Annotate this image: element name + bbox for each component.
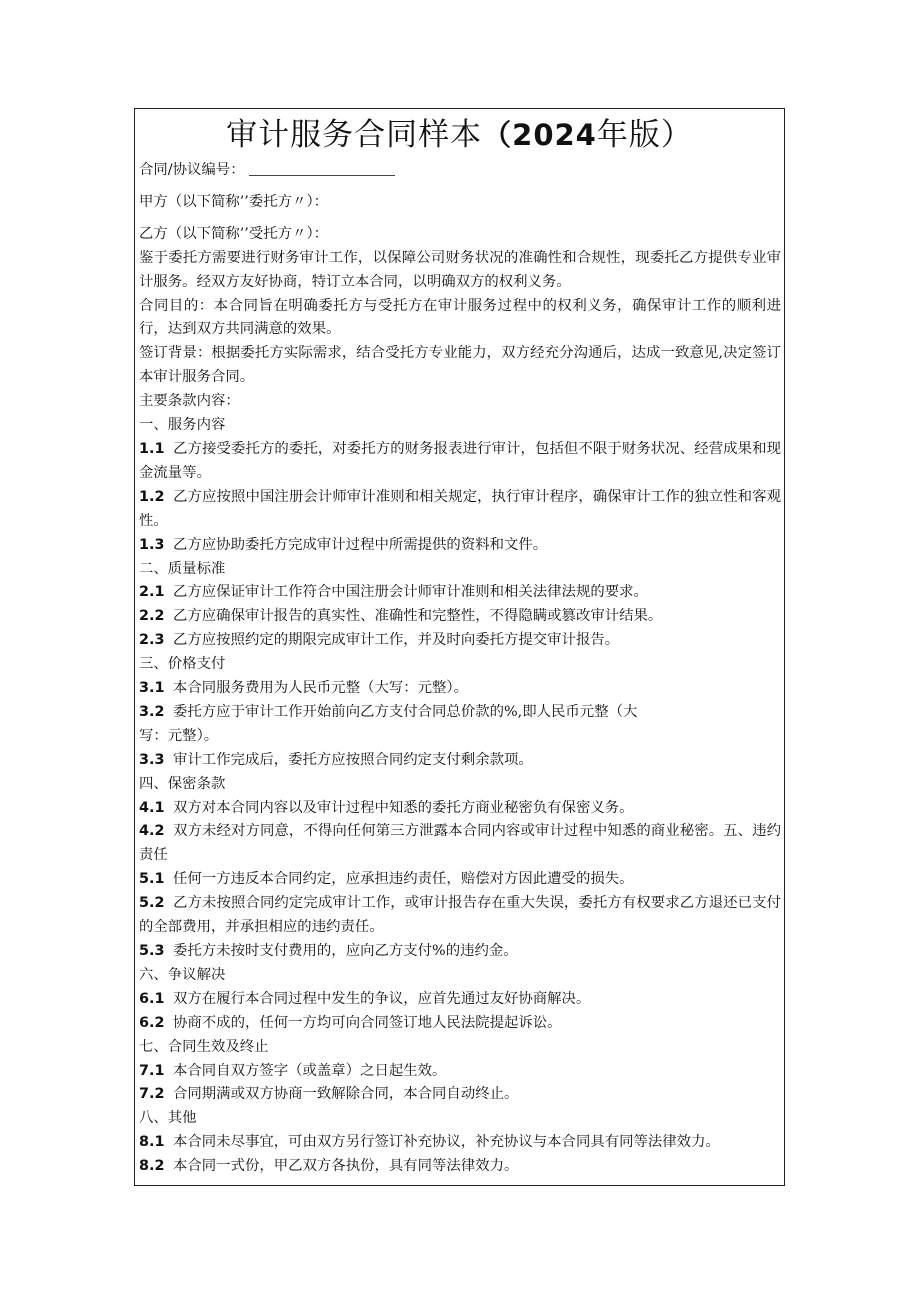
clause-text: 合同期满或双方协商一致解除合同，本合同自动终止。 [173,1086,519,1103]
clause-number: 7.1 [139,1062,165,1079]
clause [139,1131,781,1155]
clause [139,797,781,821]
section-heading: 一、服务内容 [139,417,226,434]
clause-text: 双方在履行本合同过程中发生的争议，应首先通过友好协商解决。 [173,990,591,1007]
clause-number: 5.1 [139,871,165,888]
clause-text: 乙方应协助委托方完成审计过程中所需提供的资料和文件。 [173,536,548,553]
clause [139,605,781,629]
document-title [135,113,784,157]
clause-text: 协商不成的，任何一方均可向合同签订地人民法院提起诉讼。 [173,1014,562,1031]
section-heading: 六、争议解决 [139,966,226,983]
clause-text: 乙方接受委托方的委托，对委托方的财务报表进行审计，包括但不限于财务状况、经营成果和现金流量等。 [139,440,781,481]
section-heading: 四、保密条款 [139,775,226,792]
section-heading: 七、合同生效及终止 [139,1038,269,1055]
clause-number: 2.2 [139,608,165,625]
clause [139,988,781,1012]
background-paragraph: 签订背景：根据委托方实际需求，结合受托方专业能力，双方经充分沟通后，达成一致意见,决定签订本审计服务合同。 [139,345,781,386]
clause [139,701,781,725]
title-year: 2024 [512,118,597,152]
clause-text: 乙方未按照合同约定完成审计工作，或审计报告存在重大失误，委托方有权要求乙方退还已支付的全部费用，并承担相应的违约责任。 [139,895,781,936]
clause [139,629,781,653]
clause-number: 4.2 [139,823,165,840]
clause-number: 3.3 [139,751,165,768]
clause-number: 3.1 [139,680,165,697]
clause-number: 1.1 [139,440,165,457]
clause-number: 1.2 [139,488,165,505]
contract-number-line [139,159,781,183]
clause [139,1083,781,1107]
clause-text: 本合同一式份，甲乙双方各执份，具有同等法律效力。 [173,1158,519,1175]
document-frame [134,108,785,1186]
clause [139,868,781,892]
clause-number: 5.3 [139,943,165,959]
clause-text: 任何一方违反本合同约定，应承担违约责任，赔偿对方因此遭受的损失。 [173,871,634,888]
section-heading: 八、其他 [139,1110,197,1127]
title-main: 审计服务合同样本 [226,117,483,153]
clause-text: 审计工作完成后，委托方应按照合同约定支付剩余款项。 [173,751,533,768]
document-body [139,159,781,1179]
clause-text: 委托方应于审计工作开始前向乙方支付合同总价款的%,即人民币元整（大 [173,703,638,720]
clause-text: 本合同服务费用为人民币元整（大写：元整）。 [173,680,469,697]
contract-number-label: 合同/协议编号： [139,162,245,178]
clause-text: 乙方应保证审计工作符合中国注册会计师审计准则和相关法律法规的要求。 [173,584,648,601]
title-tail: 年版） [596,117,693,153]
clause [139,940,781,964]
clause-text: 本合同自双方签字（或盖章）之日起生效。 [173,1062,447,1079]
clause-number: 6.2 [139,1014,165,1031]
contract-number-blank[interactable] [249,161,395,176]
clause [139,820,781,868]
clause-number: 8.1 [139,1134,165,1151]
clause [139,1012,781,1036]
clause [139,534,781,558]
clause [139,892,781,940]
clause-text: 本合同未尽事宜，可由双方另行签订补充协议，补充协议与本合同具有同等法律效力。 [173,1134,720,1151]
clause-number: 2.3 [139,632,165,649]
clause-number: 4.1 [139,799,165,816]
clause-number: 5.2 [139,895,165,912]
clause-continuation: 写：元整）。 [139,727,219,744]
clause [139,581,781,605]
clause-text: 乙方应按照中国注册会计师审计准则和相关规定，执行审计程序，确保审计工作的独立性和客观性。 [139,488,781,529]
clause [139,1155,781,1179]
clause-text: 乙方应确保审计报告的真实性、准确性和完整性，不得隐瞒或篡改审计结果。 [173,608,663,625]
clause-text: 委托方未按时支付费用的，应向乙方支付%的违约金。 [173,943,518,959]
clause [139,677,781,701]
section-heading: 二、质量标准 [139,560,226,577]
main-terms-heading: 主要条款内容： [139,393,240,410]
clause [139,486,781,534]
section-heading: 三、价格支付 [139,656,226,673]
clause-number: 3.2 [139,703,165,720]
party-b-line: 乙方（以下简称’’受托方〃）： [139,225,329,242]
clause-text: 乙方应按照约定的期限完成审计工作，并及时向委托方提交审计报告。 [173,632,620,649]
clause-number: 8.2 [139,1158,165,1175]
title-paren-open: （ [482,118,513,152]
clause [139,749,781,773]
purpose-paragraph: 合同目的：本合同旨在明确委托方与受托方在审计服务过程中的权利义务，确保审计工作的顺利进行，达到双方共同满意的效果。 [139,297,781,338]
clause-number: 6.1 [139,990,165,1007]
party-a-line: 甲方（以下简称’’委托方〃）： [139,193,329,210]
clause-number: 2.1 [139,584,165,601]
clause-text: 双方未经对方同意，不得向任何第三方泄露本合同内容或审计过程中知悉的商业秘密。五、违约责任 [139,823,781,864]
clause [139,1060,781,1084]
intro-paragraph: 鉴于委托方需要进行财务审计工作，以保障公司财务状况的准确性和合规性，现委托乙方提供专业审计服务。经双方友好协商，特订立本合同，以明确双方的权利义务。 [139,249,781,290]
clause-number: 7.2 [139,1086,165,1103]
clause [139,438,781,486]
clause-text: 双方对本合同内容以及审计过程中知悉的委托方商业秘密负有保密义务。 [173,799,634,816]
clause-number: 1.3 [139,536,165,553]
